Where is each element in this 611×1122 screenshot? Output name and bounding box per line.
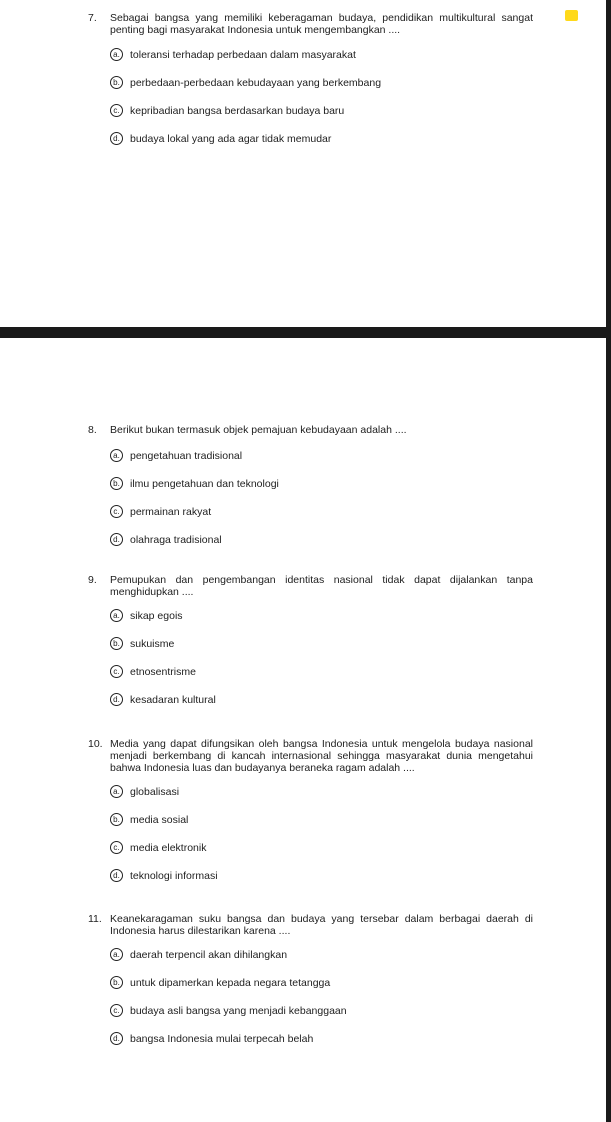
option-b[interactable] bbox=[110, 477, 533, 490]
page-right-edge bbox=[606, 0, 611, 1122]
option-circle: d. bbox=[110, 693, 123, 706]
question-text: Keanekaragaman suku bangsa dan budaya yang tersebar dalam berbagai daerah di Indonesia harus dilestarikan karena .... bbox=[110, 913, 533, 937]
option-circle: a. bbox=[110, 48, 123, 61]
question-9 bbox=[88, 574, 533, 706]
option-text: teknologi informasi bbox=[130, 869, 218, 882]
question-text: Media yang dapat difungsikan oleh bangsa Indonesia untuk mengelola budaya nasional menjadi berkembang di kancah internasional sehingga masyarakat dunia mengetahui bahwa Indonesia luas dan budayanya beraneka ragam adalah .... bbox=[110, 738, 533, 774]
option-a[interactable] bbox=[110, 785, 533, 798]
question-text: Berikut bukan termasuk objek pemajuan kebudayaan adalah .... bbox=[110, 424, 407, 436]
option-a[interactable] bbox=[110, 449, 533, 462]
option-text: globalisasi bbox=[130, 785, 180, 798]
option-text: sukuisme bbox=[130, 637, 175, 650]
yellow-highlight-marker bbox=[565, 10, 578, 21]
option-a[interactable] bbox=[110, 48, 533, 61]
option-circle: b. bbox=[110, 76, 123, 89]
option-d[interactable] bbox=[110, 869, 533, 882]
option-circle: c. bbox=[110, 104, 123, 117]
option-c[interactable] bbox=[110, 505, 533, 518]
option-circle: b. bbox=[110, 637, 123, 650]
question-number: 7. bbox=[88, 12, 97, 24]
option-circle: d. bbox=[110, 869, 123, 882]
option-d[interactable] bbox=[110, 1032, 533, 1045]
option-text: olahraga tradisional bbox=[130, 533, 222, 546]
option-b[interactable] bbox=[110, 637, 533, 650]
question-number: 9. bbox=[88, 574, 97, 586]
option-text: ilmu pengetahuan dan teknologi bbox=[130, 477, 279, 490]
option-c[interactable] bbox=[110, 841, 533, 854]
option-c[interactable] bbox=[110, 1004, 533, 1017]
option-text: pengetahuan tradisional bbox=[130, 449, 243, 462]
question-7 bbox=[88, 12, 533, 145]
question-number: 10. bbox=[88, 738, 103, 750]
option-text: budaya asli bangsa yang menjadi kebanggaan bbox=[130, 1004, 347, 1017]
option-d[interactable] bbox=[110, 533, 533, 546]
option-circle: a. bbox=[110, 948, 123, 961]
option-circle: c. bbox=[110, 841, 123, 854]
option-b[interactable] bbox=[110, 76, 533, 89]
option-d[interactable] bbox=[110, 693, 533, 706]
question-10 bbox=[88, 738, 533, 882]
option-text: etnosentrisme bbox=[130, 665, 196, 678]
option-circle: a. bbox=[110, 785, 123, 798]
option-circle: d. bbox=[110, 132, 123, 145]
option-circle: c. bbox=[110, 665, 123, 678]
option-text: daerah terpencil akan dihilangkan bbox=[130, 948, 288, 961]
option-circle: a. bbox=[110, 449, 123, 462]
option-text: permainan rakyat bbox=[130, 505, 212, 518]
option-b[interactable] bbox=[110, 813, 533, 826]
option-b[interactable] bbox=[110, 976, 533, 989]
page-separator bbox=[0, 327, 611, 338]
option-circle: c. bbox=[110, 1004, 123, 1017]
option-text: bangsa Indonesia mulai terpecah belah bbox=[130, 1032, 314, 1045]
option-a[interactable] bbox=[110, 609, 533, 622]
option-c[interactable] bbox=[110, 665, 533, 678]
option-text: kesadaran kultural bbox=[130, 693, 216, 706]
option-text: perbedaan-perbedaan kebudayaan yang berkembang bbox=[130, 76, 382, 89]
option-circle: a. bbox=[110, 609, 123, 622]
option-circle: d. bbox=[110, 533, 123, 546]
option-text: toleransi terhadap perbedaan dalam masyarakat bbox=[130, 48, 356, 61]
option-circle: b. bbox=[110, 976, 123, 989]
question-text: Pemupukan dan pengembangan identitas nasional tidak dapat dijalankan tanpa menghidupkan .... bbox=[110, 574, 533, 598]
question-number: 11. bbox=[88, 913, 102, 925]
question-text: Sebagai bangsa yang memiliki keberagaman budaya, pendidikan multikultural sangat penting bagi masyarakat Indonesia untuk mengembangkan .... bbox=[110, 12, 533, 36]
option-circle: b. bbox=[110, 813, 123, 826]
option-circle: c. bbox=[110, 505, 123, 518]
option-circle: b. bbox=[110, 477, 123, 490]
option-text: kepribadian bangsa berdasarkan budaya baru bbox=[130, 104, 345, 117]
option-a[interactable] bbox=[110, 948, 533, 961]
option-c[interactable] bbox=[110, 104, 533, 117]
option-text: untuk dipamerkan kepada negara tetangga bbox=[130, 976, 331, 989]
option-text: budaya lokal yang ada agar tidak memudar bbox=[130, 132, 332, 145]
option-text: sikap egois bbox=[130, 609, 183, 622]
option-d[interactable] bbox=[110, 132, 533, 145]
option-text: media elektronik bbox=[130, 841, 207, 854]
question-8 bbox=[88, 424, 533, 546]
question-11 bbox=[88, 913, 533, 1045]
option-text: media sosial bbox=[130, 813, 189, 826]
question-number: 8. bbox=[88, 424, 97, 436]
option-circle: d. bbox=[110, 1032, 123, 1045]
